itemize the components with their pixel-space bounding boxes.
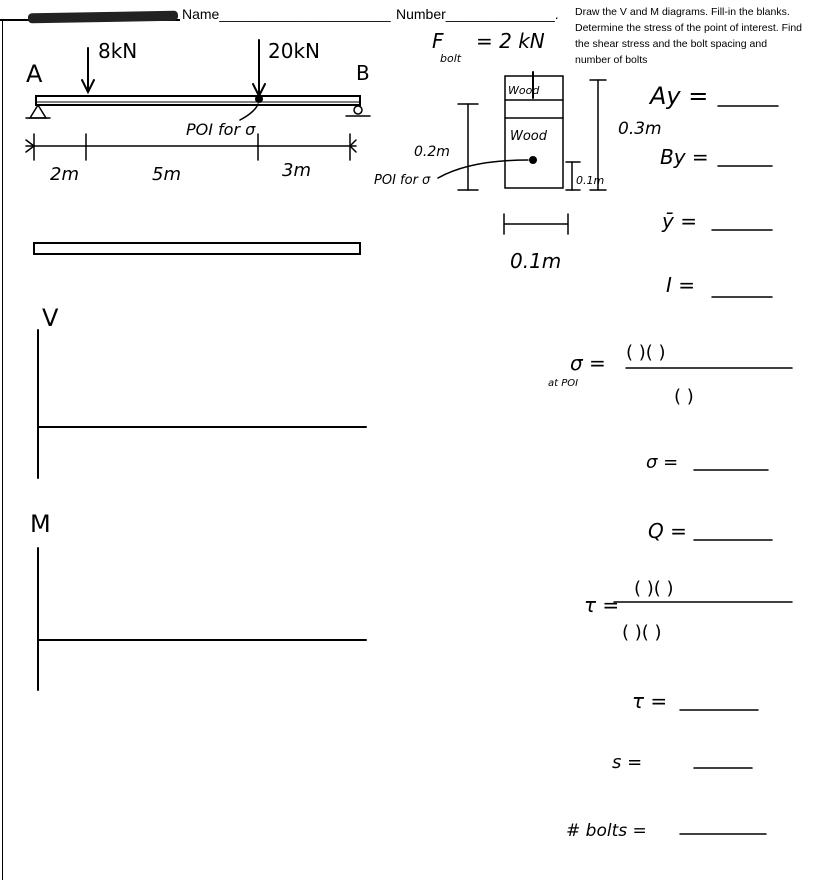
spacing-label: s =: [612, 752, 643, 773]
sigma-numerator: ( )( ): [626, 342, 666, 363]
sigma-label: σ =: [646, 452, 679, 473]
q-label: Q =: [648, 519, 687, 543]
top-piece-label: Wood: [508, 84, 540, 97]
tau-label-main: τ =: [584, 593, 620, 617]
tau-label: τ =: [632, 689, 668, 713]
pin-support-a: [30, 105, 46, 118]
bolt-force-label: F: [432, 29, 444, 53]
ybar-label: ȳ =: [662, 209, 697, 233]
ay-label: Ay =: [650, 82, 709, 110]
width-label: 0.1m: [510, 249, 562, 273]
bolt-force-value: = 2 kN: [476, 29, 545, 53]
dim-5m: 5m: [152, 164, 181, 185]
bolt-force-sub: bolt: [440, 52, 462, 65]
load-20kn-label: 20kN: [268, 39, 320, 63]
beam-outline: [34, 243, 360, 254]
shear-label: V: [42, 304, 59, 332]
inertia-label: I =: [666, 273, 696, 297]
by-label: By =: [660, 145, 709, 169]
beam: [36, 96, 360, 105]
height-web-label: 0.2m: [414, 144, 450, 160]
load-8kn-label: 8kN: [98, 39, 138, 63]
number-label: Number______________.: [396, 6, 559, 22]
roller-support-b: [354, 106, 362, 114]
support-b-label: B: [356, 61, 370, 85]
sigma-at-label: σ =: [570, 351, 606, 375]
instructions: Draw the V and M diagrams. Fill-in the blanks. Determine the stress of the point of interest. Find the shear stress and the bolt spacing and number of bolts: [575, 6, 803, 66]
name-label: Name______________________: [182, 6, 391, 22]
web-piece-label: Wood: [510, 129, 548, 144]
tau-numerator: ( )( ): [634, 578, 674, 599]
sigma-denominator: ( ): [674, 386, 694, 407]
tau-denominator: ( )( ): [622, 622, 662, 643]
dim-2m: 2m: [50, 164, 79, 185]
dim-3m: 3m: [282, 160, 311, 181]
height-total-label: 0.3m: [618, 119, 662, 139]
bolts-label: # bolts =: [566, 821, 647, 841]
section-poi-label: POI for σ: [374, 173, 431, 188]
poi-label: POI for σ: [186, 120, 256, 139]
sigma-at-sub: at POI: [548, 378, 579, 389]
support-a-label: A: [26, 60, 43, 88]
moment-label: M: [30, 510, 51, 538]
small-dim-label: 0.1m: [576, 174, 605, 187]
